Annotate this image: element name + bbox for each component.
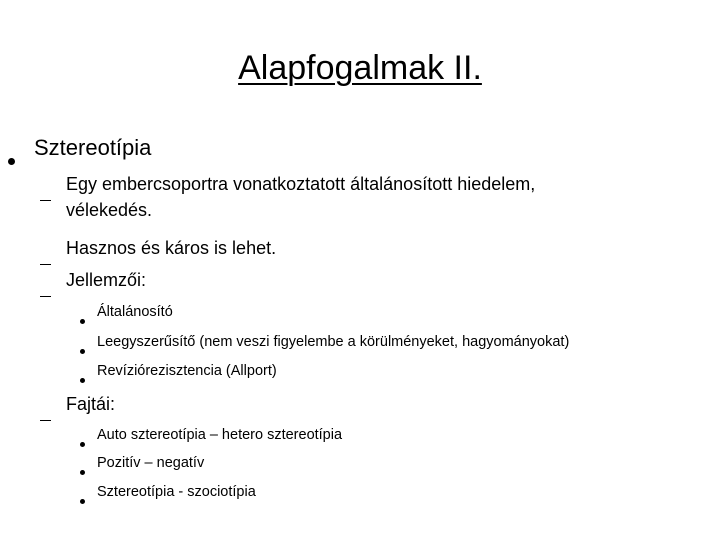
type-text: Auto sztereotípia – hetero sztereotípia: [97, 427, 343, 443]
definition-line-1: Egy embercsoportra vonatkoztatott általánosított hiedelem,: [66, 174, 536, 194]
bullet-dot-icon: [80, 433, 85, 453]
type-text: Sztereotípia - szociotípia: [97, 484, 256, 500]
bullet-dot-icon: [80, 369, 85, 389]
useful-text: Hasznos és káros is lehet.: [66, 238, 277, 258]
bullet-dot-icon: [80, 461, 85, 481]
feature-text: Leegyszerűsítő (nem veszi figyelembe a körülményeket, hagyományokat): [97, 334, 570, 350]
definition-line-2-wrap: [66, 198, 152, 222]
dash-icon: [40, 403, 51, 427]
feature-text: Revíziórezisztencia (Allport): [97, 363, 277, 379]
types-heading: Fajtái:: [66, 394, 116, 414]
feature-text: Általánosító: [97, 304, 173, 320]
bullet-dot-icon: [8, 144, 15, 172]
bullet-text: Sztereotípia: [34, 135, 152, 160]
definition-line-2: vélekedés.: [66, 200, 153, 220]
bullet-dot-icon: [80, 310, 85, 330]
features-heading: Jellemzői:: [66, 270, 147, 290]
type-text: Pozitív – negatív: [97, 455, 205, 471]
dash-icon: [40, 247, 51, 271]
dash-icon: [40, 279, 51, 303]
slide-title: Alapfogalmak II.: [238, 49, 482, 87]
dash-icon: [40, 183, 51, 207]
bullet-dot-icon: [80, 490, 85, 510]
bullet-dot-icon: [80, 340, 85, 360]
